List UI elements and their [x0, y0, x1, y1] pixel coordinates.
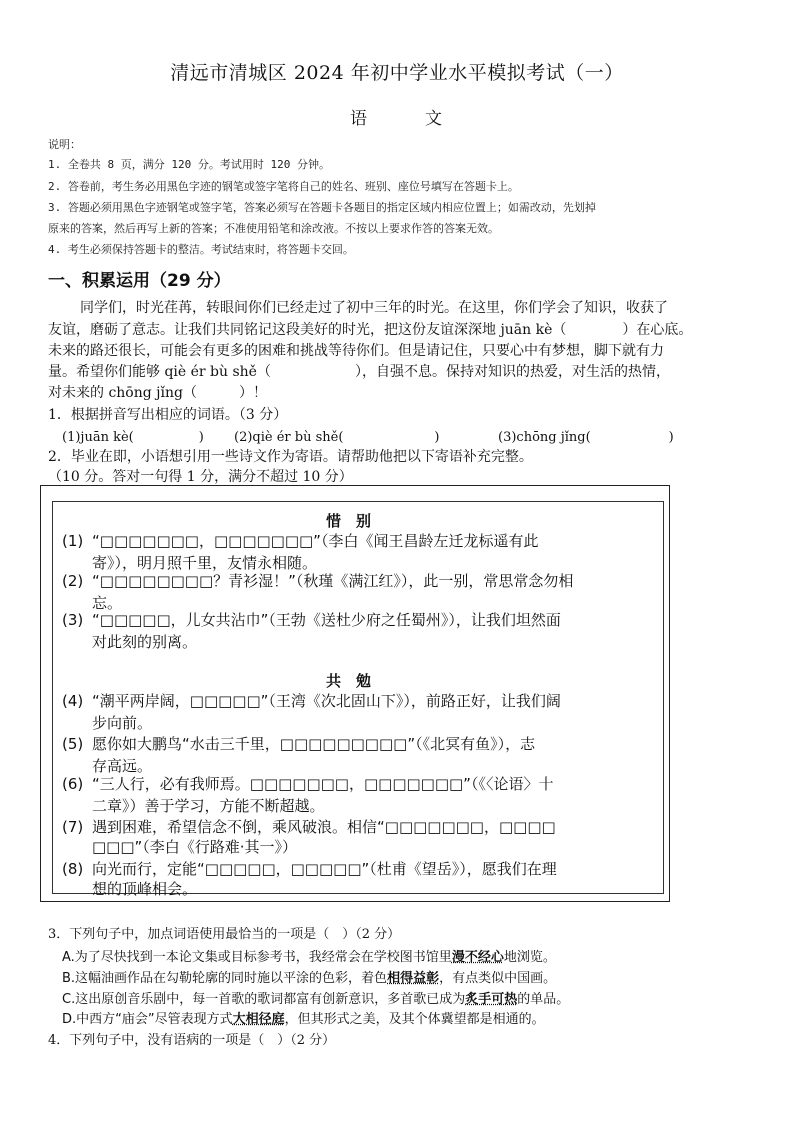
question-1-stem: 1．根据拼音写出相应的词语。（3 分） [48, 407, 288, 423]
question-2-stem: 2．毕业在即，小语想引用一些诗文作为寄语。请帮助他把以下寄语补充完整。 [48, 449, 533, 465]
item-text: “□□□□□□□□？青衫湿！”（秋瑾《满江红》），此一别，常思常念勿相 [92, 572, 574, 590]
box-line: 对此刻的别离。 [92, 633, 198, 651]
subject-char-1: 语 [350, 109, 367, 129]
option-text: 地浏览。 [503, 950, 556, 965]
passage-line: 友谊，磨砺了意志。让我们共同铭记这段美好的时光，把这份友谊深深地 juān kè（ ）在心底。 [48, 322, 693, 338]
option-text: D.中西方“庙会”尽管表现方式 [62, 1012, 233, 1027]
item-number: (1) [62, 532, 84, 550]
option-text: B.这幅油画作品在勾勒轮廓的同时施以平涂的色彩，着色 [62, 971, 388, 986]
q3-option-d [62, 1008, 545, 1027]
instruction-item: 2. 答卷前，考生务必用黑色字迹的钢笔或签字笔将自己的姓名、班别、座位号填写在答题卡上。 [48, 180, 519, 193]
dotted-word: 漫不经心 [451, 950, 504, 965]
q3-option-b [62, 967, 556, 986]
q3-option-a [62, 946, 556, 965]
q1-blank-2: (2)qiè ér bù shě( ) [234, 430, 440, 445]
passage-line: 同学们，时光荏苒，转眼间你们已经走过了初中三年的时光。在这里，你们学会了知识，收获了 [80, 300, 668, 316]
item-text: 向光而行，定能“□□□□□，□□□□□”（杜甫《望岳》），愿我们在理 [92, 860, 557, 878]
option-text: 的单品。 [517, 992, 570, 1007]
instruction-item: 1. 全卷共 8 页，满分 120 分。考试用时 120 分钟。 [48, 158, 330, 171]
section-heading: 一、积累运用（29 分） [48, 271, 231, 291]
box-line [62, 568, 573, 594]
instruction-item: 原来的答案，然后再写上新的答案；不准使用铅笔和涂改液。不按以上要求作答的答案无效。 [48, 222, 499, 235]
exam-title: 清远市清城区 2024 年初中学业水平模拟考试（一） [170, 62, 624, 84]
box-line: 存高远。 [92, 757, 153, 775]
item-number: (3) [62, 611, 84, 629]
item-text: “三人行，必有我师焉。□□□□□□□，□□□□□□□”（《〈论语〉十 [92, 775, 554, 793]
option-text: A.为了尽快找到一本论文集或目标参考书，我经常会在学校图书馆里 [62, 950, 452, 965]
item-number: (4) [62, 692, 84, 710]
item-number: (2) [62, 572, 84, 590]
item-text: 愿你如大鹏鸟“水击三千里，□□□□□□□□□”（《北冥有鱼》），志 [92, 735, 536, 753]
question-4-stem: 4．下列句子中，没有语病的一项是（ ）（2 分） [48, 1033, 336, 1048]
box-line: 想的顶峰相会。 [92, 880, 198, 898]
box-line: 忘。 [92, 594, 123, 612]
item-text: 遇到困难，希望信念不倒，乘风破浪。相信“□□□□□□□，□□□□ [92, 818, 556, 836]
item-number: (6) [62, 775, 84, 793]
instructions-label: 说明： [48, 138, 81, 151]
item-text: “□□□□□□□，□□□□□□□”（李白《闻王昌龄左迁龙标遥有此 [92, 532, 539, 550]
passage-line: 未来的路还很长，可能会有更多的困难和挑战等待你们。但是请记住，只要心中有梦想，脚下就有力 [48, 343, 664, 359]
question-2-score: （10 分。答对一句得 1 分，满分不超过 10 分） [48, 469, 353, 485]
subject-char-2: 文 [425, 109, 442, 129]
box-heading-encourage: 共 勉 [326, 672, 372, 690]
subject-title [350, 104, 500, 129]
option-text: ，但其形式之美，及其个体冀望都是相通的。 [284, 1012, 545, 1027]
instruction-item: 3. 答题必须用黑色字迹钢笔或签字笔，答案必须写在答题卡各题目的指定区域内相应位置上；如需改动，先划掉 [48, 201, 596, 214]
box-line: 寄》），明月照千里，友情永相随。 [92, 554, 318, 572]
box-line: □□□”（李白《行路难·其一》） [92, 838, 298, 856]
instruction-item: 4. 考生必须保持答题卡的整洁。考试结束时，将答题卡交回。 [48, 243, 354, 256]
passage-line: 量。希望你们能够 qiè ér bù shě（ ），自强不息。保持对知识的热爱，对生活的热情， [48, 364, 670, 380]
dotted-word: 炙手可热 [465, 992, 518, 1007]
item-text: “□□□□□，儿女共沾巾”（王勃《送杜少府之任蜀州》），让我们坦然面 [92, 611, 561, 629]
item-number: (7) [62, 818, 84, 836]
item-text: “潮平两岸阔，□□□□□”（王湾《次北固山下》），前路正好，让我们阔 [92, 692, 561, 710]
item-number: (5) [62, 735, 84, 753]
dotted-word: 大相径庭 [232, 1012, 285, 1027]
box-heading-farewell: 惜 别 [326, 512, 372, 530]
option-text: C.这出原创音乐剧中，每一首歌的歌词都富有创新意识，多首歌已成为 [62, 992, 466, 1007]
passage-line: 对未来的 chōng jǐng（ ）！ [48, 385, 267, 401]
item-number: (8) [62, 860, 84, 878]
question-3-stem: 3．下列句子中，加点词语使用最恰当的一项是（ ）（2 分） [48, 927, 401, 942]
box-line: 步向前。 [92, 714, 153, 732]
q1-blank-3: (3)chōng jǐng( ) [498, 430, 674, 445]
box-line: 二章》）善于学习，方能不断超越。 [92, 797, 325, 815]
q1-blank-1: (1)juān kè( ) [62, 430, 204, 445]
dotted-word: 相得益彰 [387, 971, 440, 986]
q3-option-c [62, 988, 569, 1007]
option-text: ，有点类似中国画。 [439, 971, 557, 986]
